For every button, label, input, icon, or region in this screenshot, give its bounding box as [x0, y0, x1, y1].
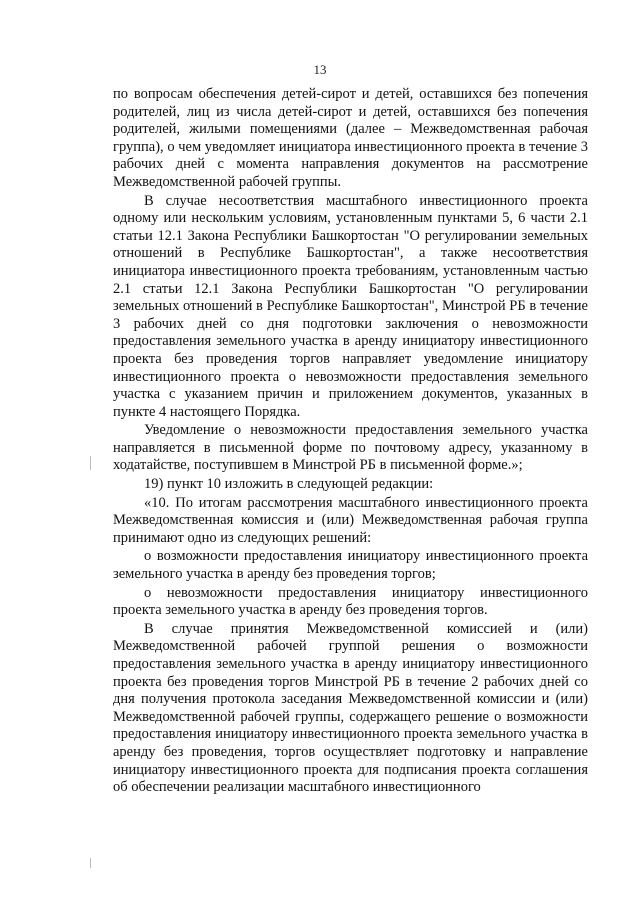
paragraph-noncompliance: В случае несоответствия масштабного инвестиционного проекта одному или нескольким условиям, установленным пунктами 5, 6 части 2.1 статьи 12.1 Закона Республики Башкортостан "О регулировании земельных отношений в Республике Башкортостан", а также несоответствия инициатора инвестиционного проекта требованиям, установленным частью 2.1 статьи 12.1 Закона Республики Башкортостан "О регулировании земельных отношений в Республике Башкортостан", Минстрой РБ в течение 3 рабочих дней со дня подготовки заключения о невозможности предоставления земельного участка в аренду инициатору инвестиционного проекта без проведения торгов направляет уведомление инициатору инвестиционного проекта о невозможности предоставления земельного участка с указанием причин и приложением документов, указанных в пункте 4 настоящего Порядка. — [113, 192, 588, 420]
scan-margin-mark-bottom — [90, 858, 91, 868]
scan-margin-mark-top — [90, 456, 91, 470]
paragraph-agreement-procedure: В случае принятия Межведомственной комиссией и (или) Межведомственной рабочей группой решения о возможности предоставления земельного участка в аренду инициатору инвестиционного проекта без проведения торгов Минстрой РБ в течение 2 рабочих дней со дня получения протокола заседания Межведомственной комиссии и (или) Межведомственной рабочей группы, содержащего решение о возможности предоставления инициатору инвестиционного проекта земельного участка в аренду без проведения, торгов осуществляет подготовку и направление инициатору инвестиционного проекта для подписания проекта соглашения об обеспечении реализации масштабного инвестиционного — [113, 620, 588, 796]
paragraph-notification: Уведомление о невозможности предоставления земельного участка направляется в письменной форме по почтовому адресу, указанному в ходатайстве, поступившем в Минстрой РБ в письменной форме.»; — [113, 422, 588, 474]
paragraph-amendment-19: 19) пункт 10 изложить в следующей редакции: — [144, 476, 434, 493]
paragraph-decision-possible: о возможности предоставления инициатору инвестиционного проекта земельного участка в аренду без проведения торгов; — [113, 548, 588, 583]
page-number: 13 — [313, 62, 327, 77]
paragraph-decision-impossible: о невозможности предоставления инициатору инвестиционного проекта земельного участка в аренду без проведения торгов. — [113, 584, 588, 619]
paragraph-continuation: по вопросам обеспечения детей-сирот и детей, оставшихся без попечения родителей, лиц из числа детей-сирот и детей, оставшихся без попечения родителей, жилыми помещениями (далее – Межведомственная рабочая группа), о чем уведомляет инициатора инвестиционного проекта в течение 3 рабочих дней с момента направления документов на рассмотрение Межведомственной рабочей группы. — [113, 86, 588, 190]
paragraph-clause-10: «10. По итогам рассмотрения масштабного инвестиционного проекта Межведомственная комиссия и (или) Межведомственная рабочая группа принимают одно из следующих решений: — [113, 494, 588, 546]
document-body — [113, 86, 588, 797]
